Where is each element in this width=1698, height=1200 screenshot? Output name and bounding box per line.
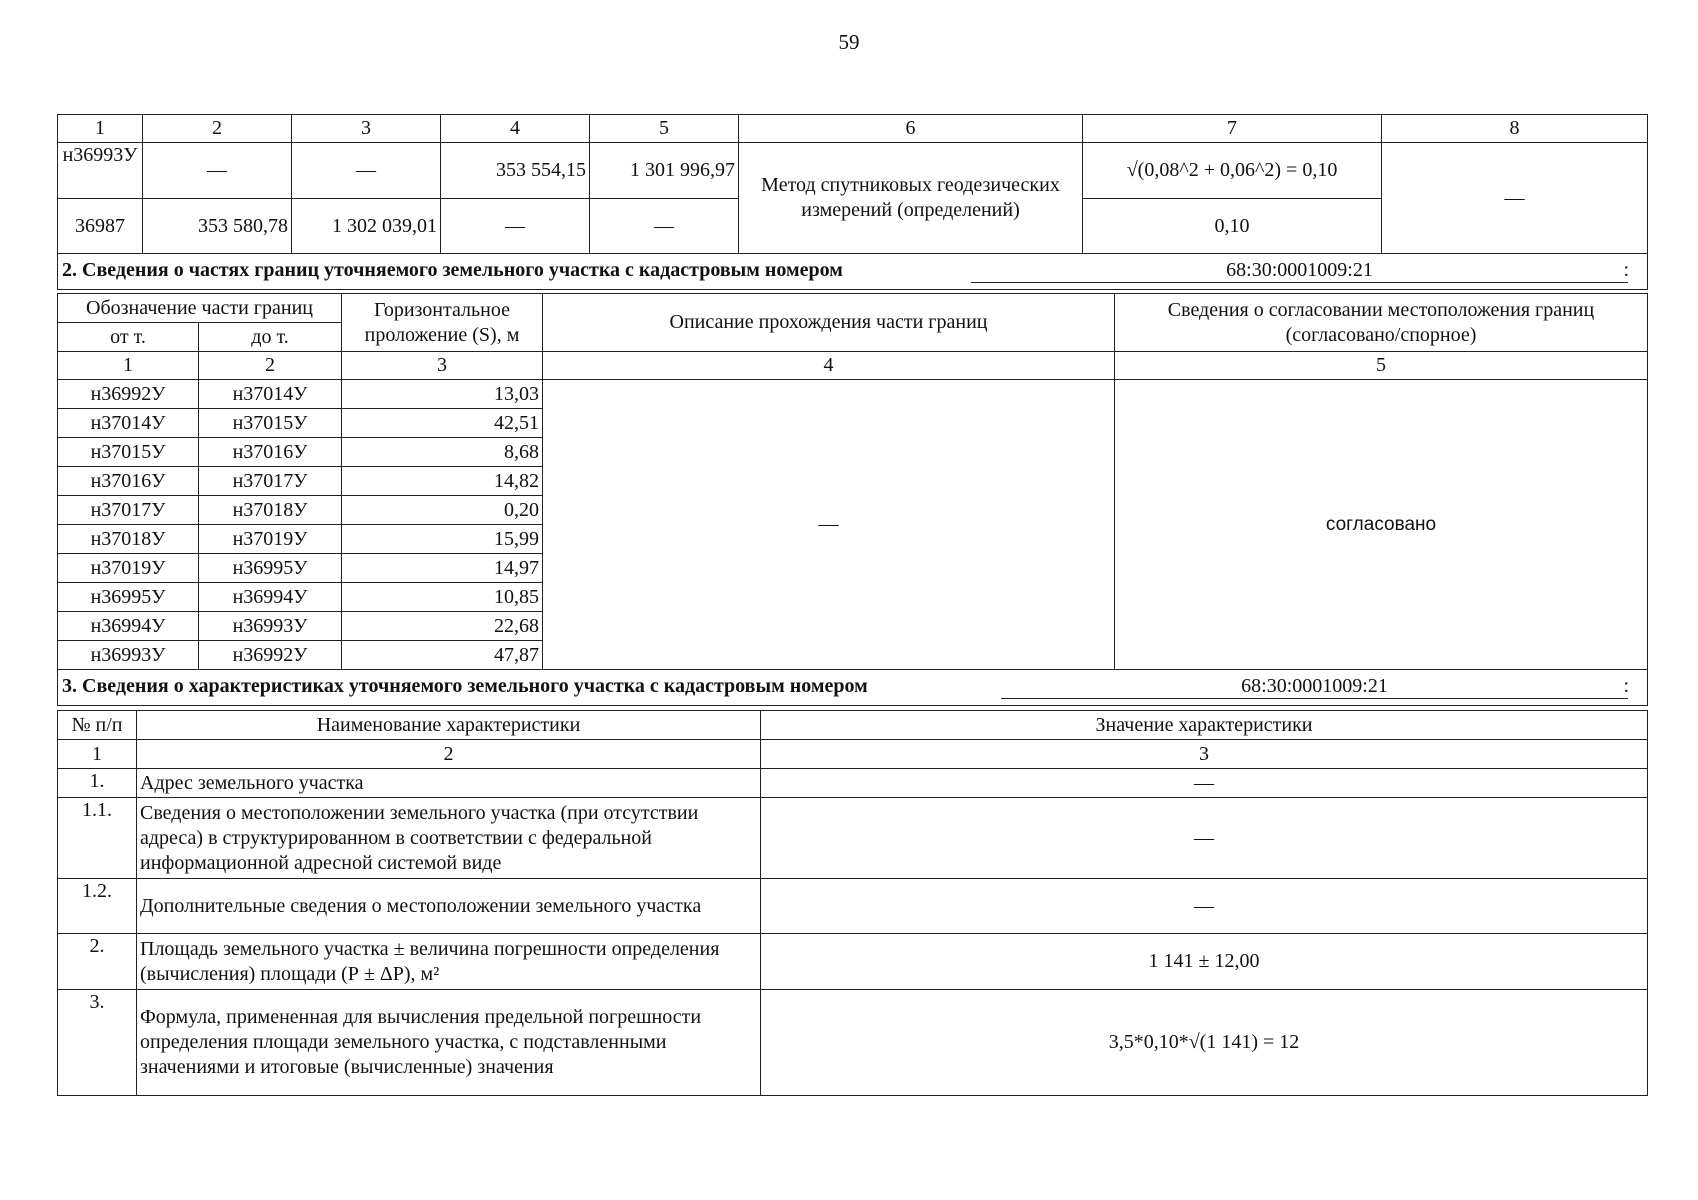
agreement-value: согласовано (1115, 380, 1648, 670)
to-point: н36992У (199, 641, 342, 670)
characteristic-name: Дополнительные сведения о местоположении земельного участка (137, 879, 761, 934)
table-header-row (58, 294, 1648, 323)
distance: 8,68 (342, 438, 543, 467)
from-point: н37015У (58, 438, 199, 467)
characteristic-value: — (761, 769, 1648, 798)
characteristic-name: Формула, примененная для вычисления предельной погрешности определения площади земельного участка, с подставленными значениями и итоговые (вычисленные) значения (137, 990, 761, 1096)
to-point: н36993У (199, 612, 342, 641)
row-number: 1. (58, 769, 137, 798)
distance: 14,97 (342, 554, 543, 583)
point-name: 36987 (58, 199, 143, 254)
designation-header: Обозначение части границ (58, 294, 342, 323)
table-row (58, 143, 1648, 199)
from-point: н37016У (58, 467, 199, 496)
cell: √(0,08^2 + 0,06^2) = 0,10 (1083, 143, 1382, 199)
row-number: 3. (58, 990, 137, 1096)
table-header-row (58, 352, 1648, 380)
cadastral-number: 68:30:0001009:21 (1001, 674, 1628, 699)
colon: : (1623, 259, 1629, 281)
distance: 13,03 (342, 380, 543, 409)
to-point: н37018У (199, 496, 342, 525)
col-number: 1 (58, 352, 199, 380)
col-number: 5 (590, 115, 739, 143)
table-row (58, 879, 1648, 934)
col-number: 7 (1083, 115, 1382, 143)
section-header-row (58, 670, 1648, 706)
coordinates-table (57, 114, 1648, 290)
col-number: 6 (739, 115, 1083, 143)
cell: — (441, 199, 590, 254)
to-point: н37016У (199, 438, 342, 467)
distance: 15,99 (342, 525, 543, 554)
characteristic-name: Площадь земельного участка ± величина погрешности определения (вычисления) площади (Р ± ΔР), м² (137, 934, 761, 990)
col-number: 2 (137, 740, 761, 769)
col-number: 2 (143, 115, 292, 143)
cell: — (143, 143, 292, 199)
description-value: — (543, 380, 1115, 670)
cell: 1 302 039,01 (292, 199, 441, 254)
characteristic-name: Сведения о местоположении земельного участка (при отсутствии адреса) в структурированном в соответствии с федеральной информационной адресной системой виде (137, 798, 761, 879)
from-point: н36995У (58, 583, 199, 612)
num-header: № п/п (58, 711, 137, 740)
cell: 353 554,15 (441, 143, 590, 199)
col-number: 3 (342, 352, 543, 380)
table-header-row (58, 711, 1648, 740)
distance: 10,85 (342, 583, 543, 612)
from-header: от т. (58, 323, 199, 352)
col-number: 4 (441, 115, 590, 143)
section-2-header (58, 254, 1648, 290)
col-number: 2 (199, 352, 342, 380)
cell: — (292, 143, 441, 199)
agreement-header: Сведения о согласовании местоположения границ (согласовано/спорное) (1115, 294, 1648, 352)
to-header: до т. (199, 323, 342, 352)
to-point: н37019У (199, 525, 342, 554)
col-number: 3 (292, 115, 441, 143)
characteristic-name: Адрес земельного участка (137, 769, 761, 798)
col-number: 8 (1382, 115, 1648, 143)
distance: 22,68 (342, 612, 543, 641)
from-point: н37017У (58, 496, 199, 525)
distance: 47,87 (342, 641, 543, 670)
col-number: 5 (1115, 352, 1648, 380)
value-header: Значение характеристики (761, 711, 1648, 740)
from-point: н36994У (58, 612, 199, 641)
characteristic-value: — (761, 798, 1648, 879)
to-point: н36994У (199, 583, 342, 612)
table-header-row (58, 740, 1648, 769)
col-number: 4 (543, 352, 1115, 380)
from-point: н37014У (58, 409, 199, 438)
description-header: Описание прохождения части границ (543, 294, 1115, 352)
cell: 353 580,78 (143, 199, 292, 254)
boundary-parts-table (57, 293, 1648, 706)
characteristics-table (57, 710, 1648, 1096)
page-number: 59 (838, 30, 860, 54)
section-title: 3. Сведения о характеристиках уточняемого земельного участка с кадастровым номером (62, 675, 868, 697)
distance: 0,20 (342, 496, 543, 525)
section-header-row (58, 254, 1648, 290)
section-3-header (58, 670, 1648, 706)
section-title: 2. Сведения о частях границ уточняемого земельного участка с кадастровым номером (62, 259, 843, 281)
cell: — (1382, 143, 1648, 254)
table-row (58, 934, 1648, 990)
table-row (58, 798, 1648, 879)
cell: 1 301 996,97 (590, 143, 739, 199)
from-point: н37019У (58, 554, 199, 583)
colon: : (1623, 675, 1629, 697)
from-point: н36993У (58, 641, 199, 670)
col-number: 1 (58, 115, 143, 143)
col-number: 3 (761, 740, 1648, 769)
to-point: н36995У (199, 554, 342, 583)
distance: 14,82 (342, 467, 543, 496)
distance: 42,51 (342, 409, 543, 438)
to-point: н37015У (199, 409, 342, 438)
point-name: н36993У (58, 143, 143, 199)
row-number: 2. (58, 934, 137, 990)
col-number: 1 (58, 740, 137, 769)
characteristic-value: 3,5*0,10*√(1 141) = 12 (761, 990, 1648, 1096)
cell: 0,10 (1083, 199, 1382, 254)
from-point: н36992У (58, 380, 199, 409)
characteristic-value: 1 141 ± 12,00 (761, 934, 1648, 990)
to-point: н37017У (199, 467, 342, 496)
table-row (58, 380, 1648, 409)
row-number: 1.2. (58, 879, 137, 934)
cadastral-number: 68:30:0001009:21 (971, 258, 1628, 283)
characteristic-value: — (761, 879, 1648, 934)
method-cell: Метод спутниковых геодезических измерений (определений) (739, 143, 1083, 254)
table-row (58, 769, 1648, 798)
from-point: н37018У (58, 525, 199, 554)
name-header: Наименование характеристики (137, 711, 761, 740)
table-row (58, 990, 1648, 1096)
table-header-row (58, 115, 1648, 143)
horizontal-header: Горизонтальное проложение (S), м (342, 294, 543, 352)
to-point: н37014У (199, 380, 342, 409)
row-number: 1.1. (58, 798, 137, 879)
cell: — (590, 199, 739, 254)
